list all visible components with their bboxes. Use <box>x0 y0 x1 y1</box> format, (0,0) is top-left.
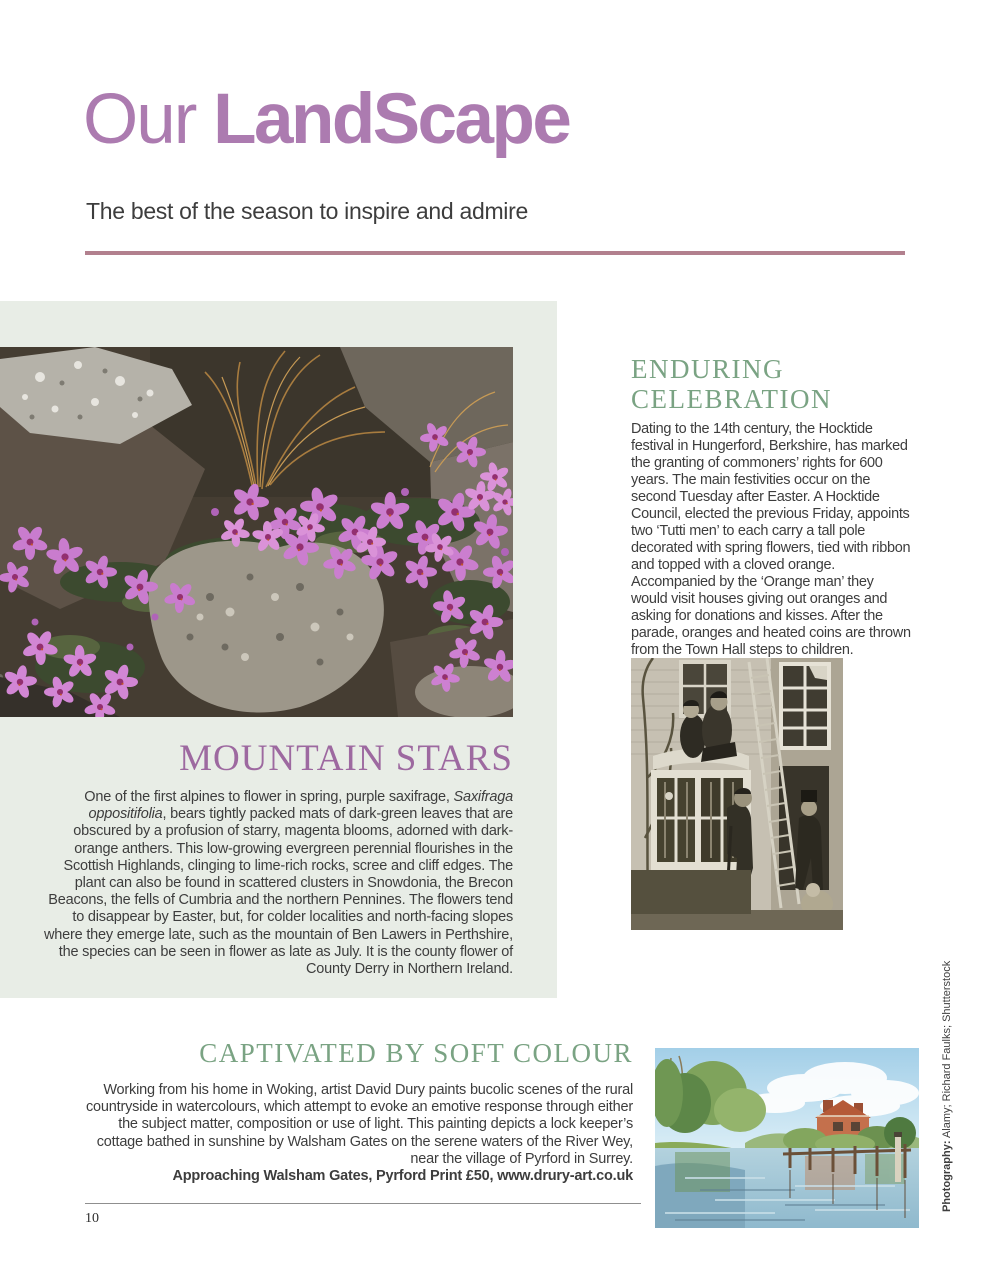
page-title-light: Our <box>83 80 214 159</box>
saxifrage-photo-illustration <box>0 347 513 717</box>
mountain-stars-body <box>35 789 513 978</box>
photography-credit <box>941 961 953 1212</box>
page-title-bold: LandScape <box>213 80 570 159</box>
header-rule <box>85 251 905 255</box>
captivated-heading: CAPTIVATED BY SOFT COLOUR <box>199 1038 633 1068</box>
mountain-stars-body-start: One of the first alpines to flower in spring, purple saxifrage, <box>84 789 454 805</box>
mountain-stars-heading: MOUNTAIN STARS <box>179 738 513 779</box>
watercolour-painting <box>655 1048 919 1228</box>
hocktide-photo-illustration <box>631 658 843 930</box>
enduring-celebration-heading: ENDURING CELEBRATION <box>631 354 832 414</box>
hocktide-photo <box>631 658 843 930</box>
captivated-body-text: Working from his home in Woking, artist David Dury paints bucolic scenes of the rural countryside in watercolours, which attempt to evoke an emotive response through either the subject matter, composition or use of light. This painting depicts a lock keeper’s cottage bathed in sunshine by Walsham Gates on the serene waters of the River Wey, near the village of Pyrford in Surrey. <box>86 1082 633 1167</box>
mountain-stars-body-rest: , bears tightly packed mats of dark-green leaves that are obscured by a profusion of starry, magenta blooms, adorned with dark-orange anthers. This low-growing evergreen perennial flourishes in the Scottish Highlands, clinging to lime-rich rocks, scree and cliff edges. The plant can also be found in scattered clusters in Snowdonia, the Brecon Beacons, the fells of Cumbria and the northern Pennines. The flowers tend to disappear by Easter, but, for colder localities and north-facing slopes where they emerge late, such as the mountain of Ben Lawers in Perthshire, the species can be seen in flower as late as July. It is the county flower of County Derry in Northern Ireland. <box>44 806 513 978</box>
print-caption: Approaching Walsham Gates, Pyrford Print £50, www.drury-art.co.uk <box>172 1168 633 1185</box>
page-title <box>83 80 570 159</box>
photography-credit-names: Alamy; Richard Faulks; Shutterstock <box>941 960 953 1141</box>
watercolour-illustration <box>655 1048 919 1228</box>
captivated-body <box>85 1082 633 1185</box>
enduring-celebration-body: Dating to the 14th century, the Hocktide festival in Hungerford, Berkshire, has marked the granting of commoners’ rights for 600 years. The main festivities occur on the second Tuesday after Easter. A Hocktide Council, elected the previous Friday, appoints two ‘Tutti men’ to each carry a tall pole decorated with spring flowers, tied with ribbon and topped with a cloved orange. Accompanied by the ‘Orange man’ they would visit houses giving out oranges and asking for donations and kisses. After the parade, oranges and heated coins are thrown from the Town Hall steps to children. <box>631 421 911 658</box>
page-subtitle: The best of the season to inspire and admire <box>86 198 528 224</box>
photography-credit-label: Photography: <box>941 1140 953 1212</box>
footer-rule <box>85 1203 641 1204</box>
mountain-stars-panel <box>0 301 557 998</box>
saxifrage-photo <box>0 347 513 717</box>
species-latin-name: Saxifraga oppositifolia <box>88 789 513 823</box>
page-number: 10 <box>85 1211 99 1226</box>
